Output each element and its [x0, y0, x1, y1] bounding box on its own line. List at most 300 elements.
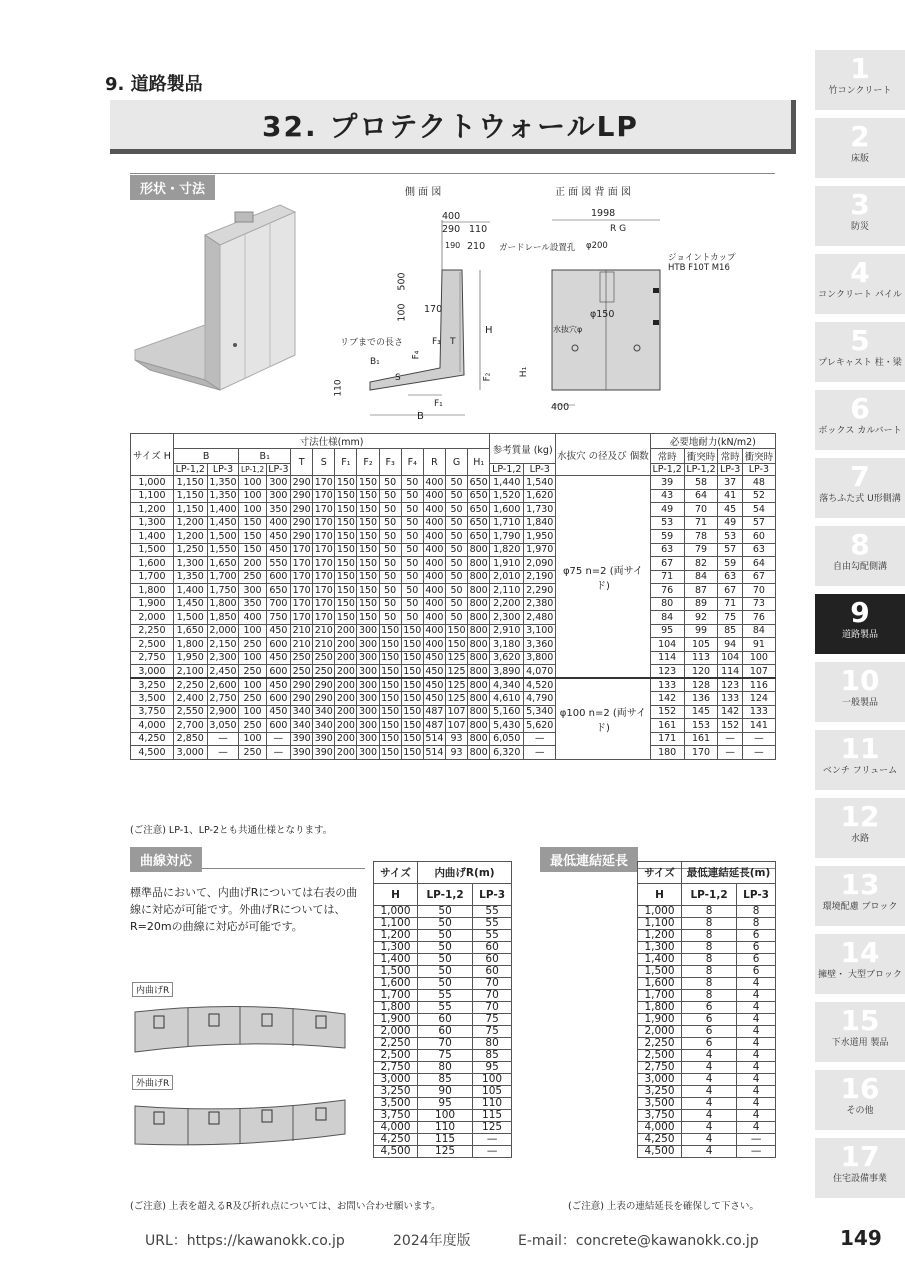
table-cell: 1,350	[173, 570, 207, 584]
table-cell: 200	[336, 638, 355, 650]
table-cell: —	[718, 732, 742, 746]
table-row	[374, 930, 512, 942]
table-cell: 1,850	[207, 611, 239, 625]
table-cell: 450	[425, 692, 444, 704]
table-cell: 59	[650, 530, 684, 544]
guardrail-hole-label: ガードレール設置孔	[499, 243, 576, 253]
table-row	[638, 1134, 776, 1146]
table-cell: 5,430	[490, 719, 524, 733]
tab-11[interactable]	[815, 730, 905, 790]
table-cell: 60	[418, 1014, 473, 1026]
table-cell: 800	[469, 584, 488, 596]
tab-label: 自由勾配側溝	[832, 562, 887, 572]
table-cell: 100	[239, 476, 266, 490]
dim-phi150: φ150	[590, 309, 615, 320]
table-cell: 1,700	[207, 570, 239, 584]
table-cell: 125	[447, 692, 466, 704]
table-row	[374, 1038, 512, 1050]
table-cell: 4	[737, 1050, 776, 1062]
curve-header-lp12: LP-1,2	[418, 884, 473, 906]
table-row	[638, 906, 776, 918]
table-cell: 800	[469, 625, 488, 637]
tab-10[interactable]	[815, 662, 905, 722]
tab-label: 一般製品	[841, 698, 878, 708]
table-cell: 50	[401, 557, 423, 571]
dim-f1: F₁	[434, 399, 443, 409]
table-cell: 514	[425, 733, 444, 745]
table-cell: 1,970	[524, 543, 556, 557]
table-cell: 87	[684, 584, 718, 598]
table-row	[374, 966, 512, 978]
table-cell: 4	[682, 1146, 737, 1158]
table-cell: 1,800	[131, 584, 174, 598]
table-cell: 150	[403, 665, 422, 677]
table-cell: 50	[445, 597, 467, 611]
table-cell: 290	[292, 490, 311, 502]
table-cell: 49	[650, 503, 684, 517]
table-cell: 3,750	[374, 1110, 418, 1122]
tab-number: 1	[850, 52, 870, 85]
dim-b: B	[417, 411, 424, 422]
table-cell: 50	[445, 543, 467, 557]
table-cell: 290	[292, 530, 311, 542]
table-cell: —	[742, 732, 775, 746]
table-cell: —	[473, 1146, 512, 1158]
dim-1998: 1998	[591, 208, 616, 219]
header-lp3: LP-3	[524, 464, 556, 476]
table-cell: 50	[379, 503, 401, 517]
table-cell: 153	[684, 719, 718, 733]
table-cell: 150	[381, 692, 400, 704]
table-row	[374, 978, 512, 990]
header-f4: F₄	[401, 449, 423, 476]
table-cell: 1,200	[173, 516, 207, 530]
table-row	[131, 665, 776, 679]
table-cell: 1,450	[173, 597, 207, 611]
table-cell: 6	[682, 1038, 737, 1050]
table-cell: 152	[718, 719, 742, 733]
table-cell: 4	[737, 1098, 776, 1110]
tab-8[interactable]	[815, 526, 905, 586]
tab-13[interactable]	[815, 866, 905, 926]
tab-6[interactable]	[815, 390, 905, 450]
table-cell: 1,200	[173, 530, 207, 544]
table-cell: 95	[473, 1062, 512, 1074]
table-cell: 300	[358, 733, 378, 745]
table-cell: 50	[445, 584, 467, 598]
minlen-header-lp3: LP-3	[737, 884, 776, 906]
product-3d-image	[130, 200, 305, 400]
table-cell: 390	[314, 733, 333, 745]
table-cell: 450	[266, 678, 290, 692]
dim-290: 290	[442, 224, 461, 235]
tab-9[interactable]	[815, 594, 905, 654]
table-cell: 450	[266, 705, 290, 719]
table-cell: 4	[682, 1110, 737, 1122]
header-normal: 常時	[650, 449, 684, 464]
table-cell: 8	[737, 918, 776, 930]
table-cell: 2,200	[490, 597, 524, 611]
table-row	[374, 1062, 512, 1074]
table-cell: 64	[684, 489, 718, 503]
table-row	[131, 584, 776, 598]
table-cell: 107	[447, 706, 466, 718]
table-cell: 1,400	[638, 954, 682, 966]
table-cell: 400	[425, 598, 444, 610]
table-row	[638, 1110, 776, 1122]
table-cell: 133	[742, 705, 775, 719]
table-cell: 2,750	[638, 1062, 682, 1074]
table-row	[638, 1062, 776, 1074]
table-cell: 70	[473, 978, 512, 990]
table-cell: —	[737, 1134, 776, 1146]
table-cell: 1,820	[490, 543, 524, 557]
table-cell: 340	[292, 706, 311, 718]
table-row	[131, 692, 776, 706]
table-row	[131, 651, 776, 665]
table-cell: 650	[469, 517, 488, 529]
table-cell: 50	[401, 611, 423, 625]
table-cell: 150	[336, 530, 355, 542]
table-cell: 55	[418, 990, 473, 1002]
header-s: S	[313, 449, 335, 476]
table-cell: 100	[239, 651, 266, 665]
table-cell: —	[266, 746, 290, 760]
table-cell: 43	[650, 489, 684, 503]
table-cell: 1,500	[207, 530, 239, 544]
table-cell: 3,000	[173, 746, 207, 760]
table-row	[131, 624, 776, 638]
table-cell: 400	[425, 611, 444, 623]
table-cell: 150	[403, 679, 422, 691]
table-cell: 100	[742, 651, 775, 665]
tab-5[interactable]	[815, 322, 905, 382]
footer-email[interactable]: E-mail：concrete@kawanokk.co.jp	[518, 1233, 759, 1249]
table-cell: 6,320	[490, 746, 524, 760]
table-cell: 84	[742, 624, 775, 638]
table-cell: 70	[473, 1002, 512, 1014]
table-cell: 700	[266, 597, 290, 611]
header-size: サイズ H	[131, 434, 174, 476]
table-cell: 170	[292, 557, 311, 569]
table-cell: 100	[473, 1074, 512, 1086]
tab-label: ボックス カルバート	[818, 426, 902, 436]
table-cell: —	[524, 746, 556, 760]
tab-12[interactable]	[815, 798, 905, 858]
table-cell: 125	[447, 652, 466, 664]
tab-3[interactable]	[815, 186, 905, 246]
table-cell: 1,520	[490, 489, 524, 503]
table-cell: 107	[742, 665, 775, 679]
table-cell: 150	[381, 746, 400, 758]
table-cell: 75	[473, 1014, 512, 1026]
table-row	[638, 990, 776, 1002]
table-cell: 450	[266, 651, 290, 665]
joint-cup-label: ジョイントカップ	[668, 253, 736, 263]
table-cell: 1,700	[638, 990, 682, 1002]
tab-7[interactable]	[815, 458, 905, 518]
table-cell: 200	[336, 625, 355, 637]
table-cell: 290	[292, 476, 311, 488]
front-view-label: 正 面 図 背 面 図	[555, 187, 631, 198]
table-cell: 75	[418, 1050, 473, 1062]
table-cell: 150	[403, 625, 422, 637]
table-cell: 4,000	[374, 1122, 418, 1134]
table-cell: 300	[266, 476, 290, 490]
table-cell: —	[737, 1146, 776, 1158]
table-row	[638, 1026, 776, 1038]
tab-number: 2	[850, 120, 870, 153]
tab-14[interactable]	[815, 934, 905, 994]
table-cell: 85	[718, 624, 742, 638]
table-cell: 60	[418, 1026, 473, 1038]
table-cell: 60	[473, 942, 512, 954]
table-cell: 150	[381, 625, 400, 637]
table-cell: 2,250	[131, 624, 174, 638]
table-cell: 53	[718, 530, 742, 544]
table-cell: 600	[266, 638, 290, 652]
header-impact: 衝突時	[684, 449, 718, 464]
table-cell: 800	[469, 706, 488, 718]
tab-17[interactable]	[815, 1138, 905, 1198]
header-dim: 寸法仕様(mm)	[173, 434, 489, 449]
table-row	[638, 930, 776, 942]
minlen-note: (ご注意) 上表の連結延長を確保して下さい。	[568, 1201, 759, 1212]
table-cell: 4,520	[524, 678, 556, 692]
table-cell: 300	[358, 625, 378, 637]
table-cell: 70	[473, 990, 512, 1002]
table-cell: 3,750	[131, 705, 174, 719]
table-cell: 71	[718, 597, 742, 611]
table-cell: 8	[682, 978, 737, 990]
table-cell: 2,110	[490, 584, 524, 598]
tab-label: 環境配慮 ブロック	[822, 902, 898, 912]
table-cell: 1,400	[131, 530, 174, 544]
table-cell: 170	[314, 611, 333, 623]
table-cell: 1,540	[524, 476, 556, 490]
table-cell: 161	[684, 732, 718, 746]
chapter-tabs	[815, 50, 905, 1206]
header-req: 必要地耐力(kN/m2)	[650, 434, 775, 449]
dim-100: 100	[396, 303, 408, 322]
header-b1: B₁	[239, 449, 291, 464]
table-cell: 150	[239, 530, 266, 544]
table-cell: 89	[684, 597, 718, 611]
table-cell: 2,000	[638, 1026, 682, 1038]
table-cell: 80	[650, 597, 684, 611]
table-cell: 54	[742, 503, 775, 517]
table-row	[374, 1122, 512, 1134]
table-cell: 1,150	[173, 489, 207, 503]
table-cell: 200	[336, 652, 355, 664]
table-row	[131, 678, 776, 692]
table-cell: 2,150	[207, 638, 239, 652]
table-cell: 125	[447, 665, 466, 677]
table-cell: 71	[650, 570, 684, 584]
table-cell: 290	[314, 679, 333, 691]
table-cell: 4,790	[524, 692, 556, 706]
table-row	[131, 570, 776, 584]
table-row	[131, 476, 776, 490]
table-row	[374, 990, 512, 1002]
table-cell: 150	[381, 679, 400, 691]
table-cell: 1,600	[490, 503, 524, 517]
table-cell: 400	[425, 584, 444, 596]
table-cell: 2,500	[131, 638, 174, 652]
table-cell: 4,070	[524, 665, 556, 679]
table-cell: 136	[684, 692, 718, 706]
table-row	[131, 597, 776, 611]
table-cell: 1,900	[638, 1014, 682, 1026]
tab-label: ベンチ フリューム	[822, 766, 898, 776]
curve-header-lp3: LP-3	[473, 884, 512, 906]
table-row	[374, 1026, 512, 1038]
table-cell: 450	[266, 530, 290, 544]
tab-15[interactable]	[815, 1002, 905, 1062]
table-cell: 84	[684, 570, 718, 584]
table-row	[374, 954, 512, 966]
minlen-table	[637, 861, 776, 1158]
table-cell: 100	[239, 705, 266, 719]
table-cell: 4	[682, 1086, 737, 1098]
footer-url[interactable]: URL：https://kawanokk.co.jp	[145, 1233, 345, 1249]
table-cell: 4	[737, 1062, 776, 1074]
table-cell: 84	[650, 611, 684, 625]
table-cell: 6	[737, 930, 776, 942]
table-row	[638, 954, 776, 966]
table-cell: 250	[239, 692, 266, 706]
table-cell: 8	[682, 990, 737, 1002]
table-cell: 300	[358, 665, 378, 677]
header-mass: 参考質量 (kg)	[490, 434, 556, 464]
table-cell: 39	[650, 476, 684, 490]
table-cell: 210	[292, 638, 311, 650]
table-row	[374, 1110, 512, 1122]
tab-4[interactable]	[815, 254, 905, 314]
table-cell: 3,500	[131, 692, 174, 706]
table-cell: 4,500	[638, 1146, 682, 1158]
table-cell: 4	[682, 1098, 737, 1110]
table-cell: 300	[358, 638, 378, 650]
table-cell: 8	[737, 906, 776, 918]
table-cell: 1,500	[131, 543, 174, 557]
table-cell: 150	[336, 557, 355, 569]
table-cell: —	[207, 732, 239, 746]
table-cell: 150	[381, 719, 400, 731]
header-g: G	[445, 449, 467, 476]
table-cell: 200	[336, 665, 355, 677]
table-cell: 100	[239, 489, 266, 503]
table-cell: 1,710	[490, 516, 524, 530]
table-cell: 2,400	[173, 692, 207, 706]
table-cell: 1,350	[207, 476, 239, 490]
table-cell: 50	[401, 516, 423, 530]
dim-f2: F₂	[482, 372, 493, 382]
table-cell: 4,250	[638, 1134, 682, 1146]
table-cell: 450	[425, 652, 444, 664]
table-cell: 4	[737, 1002, 776, 1014]
table-cell: 2,290	[524, 584, 556, 598]
table-cell: 1,400	[207, 503, 239, 517]
table-row	[131, 746, 776, 760]
shape-section-header	[130, 175, 775, 200]
tab-number: 3	[850, 188, 870, 221]
table-cell: 4	[682, 1074, 737, 1086]
header-r: R	[423, 449, 445, 476]
table-cell: 50	[401, 597, 423, 611]
table-cell: 104	[718, 651, 742, 665]
table-cell: 1,500	[173, 611, 207, 625]
tab-1[interactable]	[815, 50, 905, 110]
table-cell: 55	[473, 930, 512, 942]
table-row	[638, 1002, 776, 1014]
table-cell: 79	[684, 543, 718, 557]
table-cell: 50	[401, 476, 423, 490]
table-cell: 95	[418, 1098, 473, 1110]
table-cell: 600	[266, 665, 290, 679]
tab-number: 10	[840, 664, 880, 697]
table-cell: 350	[266, 503, 290, 517]
header-lp3: LP-3	[742, 464, 775, 476]
table-cell: 2,910	[490, 624, 524, 638]
table-cell: 290	[314, 692, 333, 704]
tab-number: 16	[840, 1072, 880, 1105]
table-row	[131, 719, 776, 733]
table-cell: 123	[718, 678, 742, 692]
table-cell: 4	[737, 978, 776, 990]
table-cell: 300	[358, 692, 378, 704]
table-cell: 150	[447, 638, 466, 650]
table-cell: 2,550	[173, 705, 207, 719]
tab-16[interactable]	[815, 1070, 905, 1130]
table-cell: 210	[314, 638, 333, 650]
header-lp3: LP-3	[207, 464, 239, 476]
table-cell: 41	[718, 489, 742, 503]
table-cell: 1,100	[131, 489, 174, 503]
table-cell: 300	[358, 719, 378, 731]
table-row	[638, 1098, 776, 1110]
table-cell: 3,500	[638, 1098, 682, 1110]
table-cell: 105	[473, 1086, 512, 1098]
header-b: B	[173, 449, 239, 464]
table-cell: 170	[314, 544, 333, 556]
curve-note: (ご注意) 上表を超えるR及び折れ点については、お問い合わせ願います。	[130, 1201, 441, 1212]
table-cell: 1,500	[638, 966, 682, 978]
table-cell: 78	[684, 530, 718, 544]
table-cell: 800	[469, 571, 488, 583]
table-cell: 250	[314, 665, 333, 677]
table-cell: 150	[381, 638, 400, 650]
inner-curve-label: 内曲げR	[132, 982, 173, 997]
tab-2[interactable]	[815, 118, 905, 178]
table-cell: 50	[379, 570, 401, 584]
table-cell: 3,000	[638, 1074, 682, 1086]
table-cell: 100	[239, 678, 266, 692]
table-cell: 3,750	[638, 1110, 682, 1122]
table-row	[131, 543, 776, 557]
table-cell: 1,910	[490, 557, 524, 571]
table-cell: 4,000	[131, 719, 174, 733]
table-cell: 4,610	[490, 692, 524, 706]
table-cell: 150	[447, 625, 466, 637]
table-cell: 4,500	[374, 1146, 418, 1158]
table-row	[638, 1146, 776, 1158]
dim-110b: 110	[333, 379, 344, 397]
table-cell: 4	[737, 1086, 776, 1098]
header-lp12: LP-1,2	[239, 464, 266, 476]
table-cell: 57	[718, 543, 742, 557]
table-cell: 3,800	[524, 651, 556, 665]
